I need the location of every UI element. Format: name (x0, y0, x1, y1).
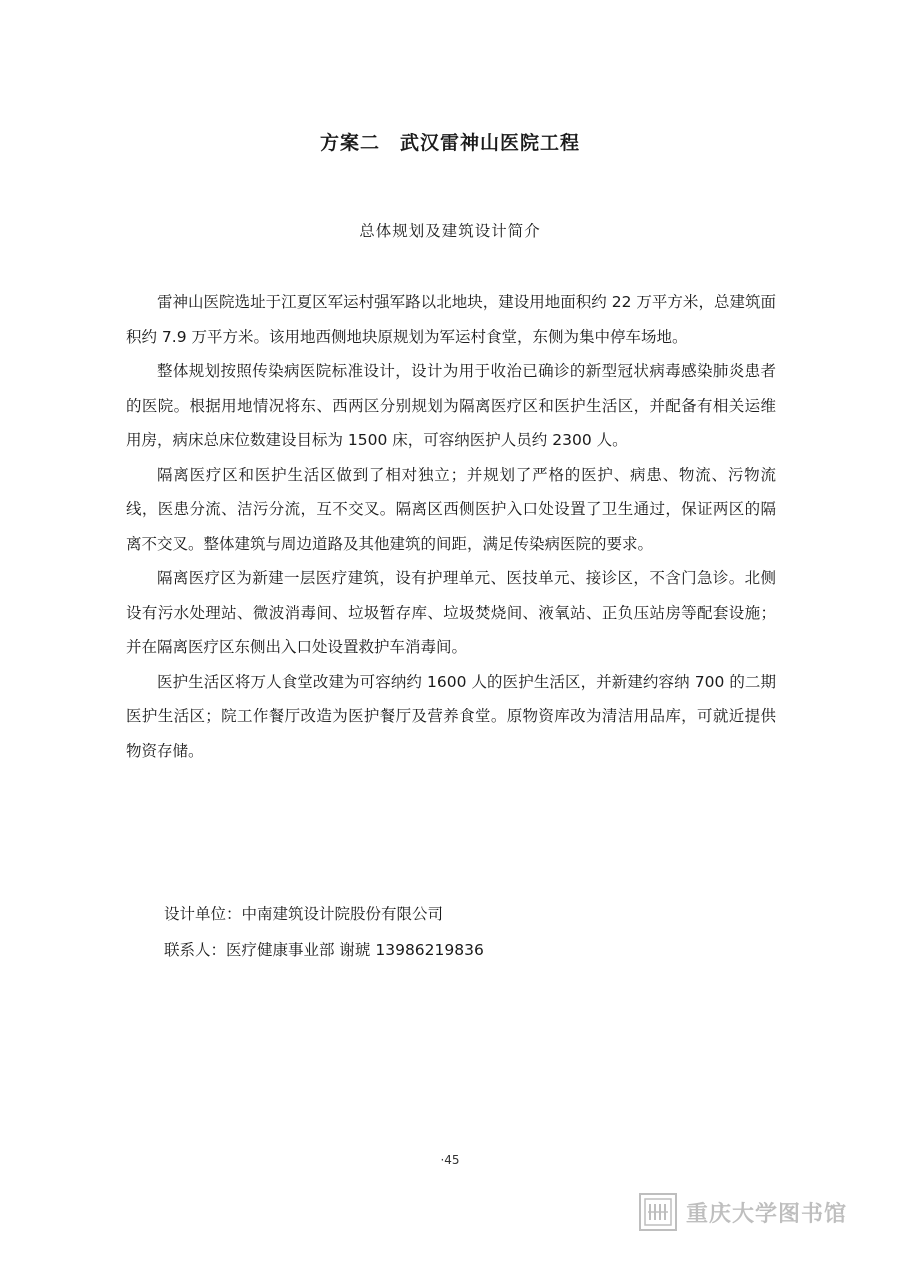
library-logo-icon (638, 1192, 678, 1232)
page-number: ·45 (440, 1153, 460, 1167)
paragraph-planning: 整体规划按照传染病医院标准设计，设计为用于收治已确诊的新型冠状病毒感染肺炎患者的医院。根据用地情况将东、西两区分别规划为隔离医疗区和医护生活区，并配备有相关运维用房，病床总床位数建设目标为 1500 床，可容纳医护人员约 2300 人。 (126, 362, 776, 449)
watermark-text: 重庆大学图书馆 (686, 1201, 848, 1227)
document-subtitle: 总体规划及建筑设计简介 (359, 222, 541, 240)
paragraph-living-area: 医护生活区将万人食堂改建为可容纳约 1600 人的医护生活区，并新建约容纳 700 的二期医护生活区；院工作餐厅改造为医护餐厅及营养食堂。原物资库改为清洁用品库，可就近提供物资存储。 (126, 672, 776, 760)
contact-person: 联系人：医疗健康事业部 谢琥 13986219836 (164, 941, 484, 959)
library-watermark (638, 1190, 870, 1234)
document-title: 方案二 武汉雷神山医院工程 (319, 132, 580, 154)
document-body (126, 285, 776, 768)
design-unit: 设计单位：中南建筑设计院股份有限公司 (164, 905, 444, 923)
paragraph-zoning: 隔离医疗区和医护生活区做到了相对独立；并规划了严格的医护、病患、物流、污物流线，医患分流、洁污分流，互不交叉。隔离区西侧医护入口处设置了卫生通过，保证两区的隔离不交叉。整体建筑与周边道路及其他建筑的间距，满足传染病医院的要求。 (126, 465, 776, 553)
paragraph-site: 雷神山医院选址于江夏区军运村强军路以北地块，建设用地面积约 22 万平方米，总建筑面积约 7.9 万平方米。该用地西侧地块原规划为军运村食堂，东侧为集中停车场地。 (126, 293, 776, 346)
paragraph-isolation-area: 隔离医疗区为新建一层医疗建筑，设有护理单元、医技单元、接诊区，不含门急诊。北侧设有污水处理站、微波消毒间、垃圾暂存库、垃圾焚烧间、液氧站、正负压站房等配套设施；并在隔离医疗区东侧出入口处设置救护车消毒间。 (126, 569, 776, 656)
